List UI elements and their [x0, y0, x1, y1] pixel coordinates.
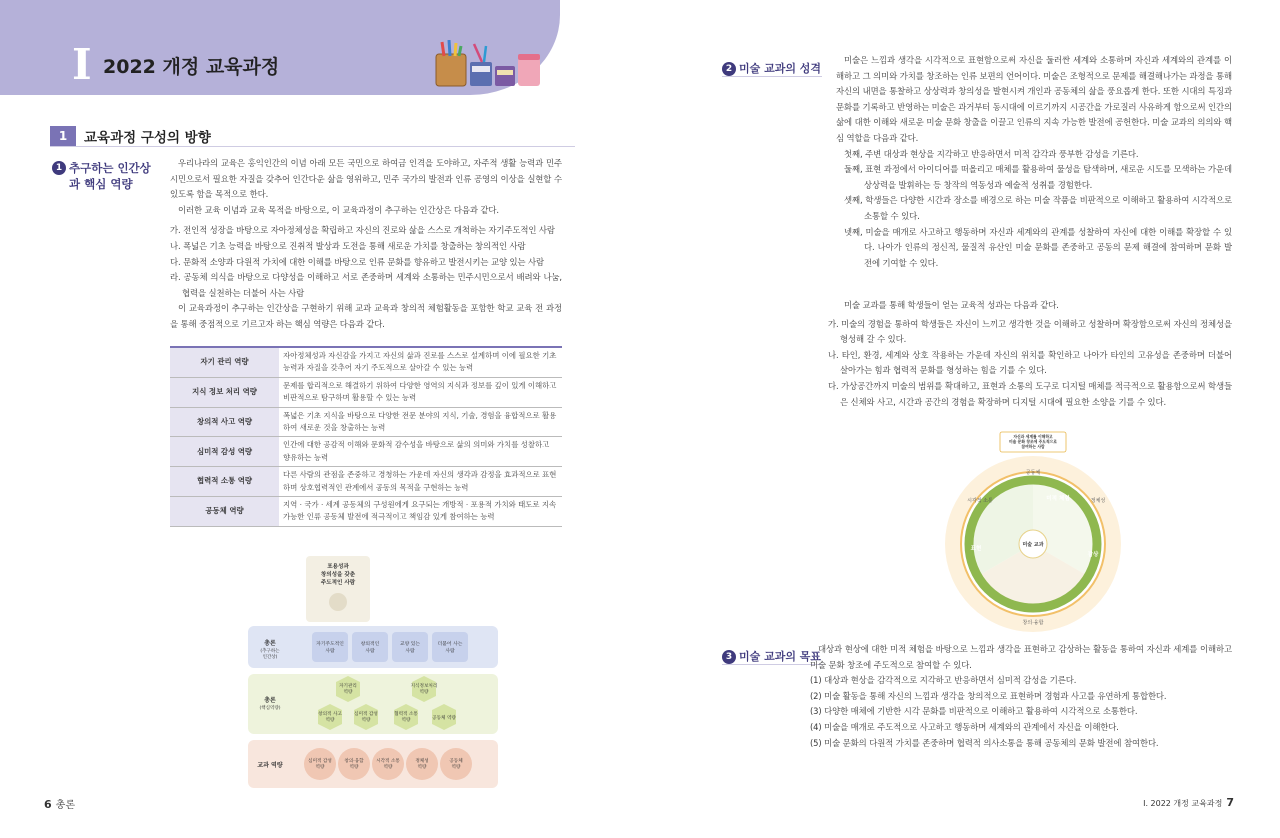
subject-competency	[304, 748, 336, 780]
wheel-ring-label: 공동체	[1025, 470, 1041, 476]
hex-line: 지식정보처리	[410, 684, 438, 689]
ideal-line: 사람	[325, 649, 335, 654]
hexagon-label: 공동체 역량	[432, 716, 456, 721]
subheading-1	[52, 160, 157, 192]
goal-item: (3) 다양한 매체에 기반한 시각 문화를 비판적으로 이해하고 활용하여 시각적으로 소통한다.	[810, 706, 1138, 717]
table-cell-desc: 문제를 합리적으로 해결하기 위하여 다양한 영역의 지식과 정보를 깊이 있게 이해하고 비판적으로 탐구하며 활용할 수 있는 능력	[279, 377, 562, 407]
wheel-top-line: 자신과 세계를 이해하고	[1013, 434, 1053, 439]
left-page-number: 6	[44, 798, 52, 811]
outcomes-list	[828, 317, 1232, 411]
art-subject-wheel-diagram	[928, 430, 1138, 635]
section-divider	[50, 146, 575, 147]
sc-line: 역량	[451, 765, 461, 770]
section-heading	[50, 126, 211, 146]
subject-competency	[338, 748, 370, 780]
right-footer-text: Ⅰ. 2022 개정 교육과정	[1143, 799, 1223, 808]
table-cell-desc: 다른 사람의 관점을 존중하고 경청하는 가운데 자신의 생각과 감정을 효과적으로 표현하며 상호협력적인 관계에서 공동의 목적을 구현하는 능력	[279, 467, 562, 497]
subheading-2	[722, 60, 821, 76]
role-item: 둘째, 표현 과정에서 아이디어를 떠올리고 매체를 활용하여 물성을 탐색하며, 새로운 시도를 모색하는 가운데 상상력을 발휘하는 등 창작의 역동성과 예술적 성취를 경험한다.	[844, 164, 1232, 190]
table-cell-name: 지식 정보 처리 역량	[170, 377, 279, 407]
ideal-line: 사람	[365, 649, 375, 654]
ideal-line: 자기주도적인	[316, 642, 344, 647]
goal-item: (4) 미술을 매개로 주도적으로 사고하고 행동하며 세계와의 관계에서 자신을 이해한다.	[810, 721, 1119, 732]
role-item: 셋째, 학생들은 다양한 시간과 장소를 배경으로 하는 미술 작품을 비판적으로 이해하고 활용하여 시각적으로 소통할 수 있다.	[844, 195, 1232, 221]
table-cell-name: 창의적 사고 역량	[170, 407, 279, 437]
ideal-item: 가. 전인적 성장을 바탕으로 자아정체성을 확립하고 자신의 진로와 삶을 스스로 개척하는 자기주도적인 사람	[170, 225, 555, 236]
table-cell-name: 협력적 소통 역량	[170, 467, 279, 497]
top-label-line: 주도적인 사람	[320, 580, 356, 586]
sc-line: 역량	[417, 765, 427, 770]
ideal-line: 더불어 사는	[437, 642, 463, 647]
subheading-underline	[722, 664, 822, 665]
goal-item: (2) 미술 활동을 통해 자신의 느낌과 생각을 창의적으로 표현하며 경험과 사고를 유연하게 통합한다.	[810, 690, 1167, 701]
ideal-item: 다. 문화적 소양과 다원적 가치에 대한 이해를 바탕으로 인류 문화를 향유하고 발전시키는 교양 있는 사람	[170, 256, 545, 267]
intro-paragraph: 우리나라의 교육은 홍익인간의 이념 아래 모든 국민으로 하여금 인격을 도야하고, 자주적 생활 능력과 민주시민으로서 필요한 자질을 갖추어 인간다운 삶을 영위하고, 민주 국가의 발전과 인류 공영의 이상을 실현할 수 있도록 함을 목적으로 한다.	[170, 158, 562, 200]
goal-item: (1) 대상과 현상을 감각적으로 지각하고 반응하면서 심미적 감성을 기른다.	[810, 675, 1077, 686]
section-title: 교육과정 구성의 방향	[84, 130, 211, 146]
left-footer-text: 총론	[55, 800, 75, 811]
subheading-number: 2	[722, 62, 736, 76]
row1-label-line: 총론	[264, 640, 276, 647]
table-row	[170, 437, 562, 467]
outcomes-body	[828, 298, 1232, 410]
table-cell-desc: 인간에 대한 공감적 이해와 문화적 감수성을 바탕으로 삶의 의미와 가치를 성찰하고 향유하는 능력	[279, 437, 562, 467]
subheading-title: 추구하는 인간상과 핵심 역량	[69, 161, 151, 191]
table-cell-desc: 자아정체성과 자신감을 가지고 자신의 삶과 진로를 스스로 설계하며 이에 필요한 기초 능력과 자질을 갖추어 자기 주도적으로 살아갈 수 있는 능력	[279, 347, 562, 377]
role-item: 첫째, 주변 대상과 현상을 지각하고 반응하면서 미적 감각과 풍부한 감성을 기른다.	[844, 148, 1139, 159]
hex-line: 심미적 감성	[354, 712, 378, 717]
table-cell-name: 공동체 역량	[170, 497, 279, 527]
chapter-title: 2022 개정 교육과정	[103, 56, 280, 78]
sc-line: 역량	[383, 765, 393, 770]
wheel-center-label: 미술 교과	[1022, 542, 1044, 548]
intro-paragraph-2: 이러한 교육 이념과 교육 목적을 바탕으로, 이 교육과정이 추구하는 인간상은 다음과 같다.	[178, 204, 499, 215]
row1-label-line: 인간상)	[262, 655, 278, 660]
sc-line: 심미적 감성	[308, 759, 332, 764]
sc-line: 정체성	[415, 759, 429, 764]
subject-competency	[372, 748, 404, 780]
ideal-line: 사람	[405, 649, 415, 654]
row3-circles	[304, 748, 472, 780]
roles-list	[836, 147, 1232, 272]
hex-line: 협력적 소통	[394, 712, 418, 717]
nature-paragraph: 미술은 느낌과 생각을 시각적으로 표현함으로써 자신을 둘러싼 세계와 소통하며 자신과 세계와의 관계를 이해하고 그 의미와 가치를 창조하는 인류 보편의 언어이다. 미술은 조형적으로 문제를 해결해나가는 과정을 통해 자신의 내면을 통찰하고 상상력과 창의성을 발현시켜 개인과 공동체의 삶을 풍요롭게 한다. 또한 시대의 특징과 문화를 기록하고 반영하는 미술은 과거부터 동시대에 이르기까지 시공간을 가로질러 사유하게 함으로써 인간의 삶에 대한 이해와 새로운 미술 문화 창출을 이끌고 인류의 지속 가능한 발전에 공헌한다. 미술 교과의 의의와 핵심 역할을 다음과 같다.	[836, 55, 1232, 143]
outcome-item: 나. 타인, 환경, 세계와 상호 작용하는 가운데 자신의 위치를 확인하고 나아가 타인의 고유성을 존중하며 더불어 살아가는 힘과 협력적 문화를 형성하는 힘을 기를 수 있다.	[828, 349, 1232, 376]
hex-line: 자기관리	[339, 684, 357, 689]
goals-list	[810, 673, 1232, 751]
sc-line: 역량	[315, 765, 325, 770]
top-label-line: 포용성과	[327, 564, 349, 570]
ideal-box	[312, 632, 348, 662]
hex-line: 역량	[343, 690, 353, 695]
table-row	[170, 377, 562, 407]
table-cell-desc: 폭넓은 기초 지식을 바탕으로 다양한 전문 분야의 지식, 기술, 경험을 융합적으로 활용하여 새로운 것을 창출하는 능력	[279, 407, 562, 437]
ideal-line: 교양 있는	[399, 642, 421, 647]
hex-line: 역량	[325, 718, 335, 723]
sc-line: 시각적 소통	[376, 759, 400, 764]
ideal-box	[432, 632, 468, 662]
goal-item: (5) 미술 문화의 다원적 가치를 존중하며 협력적 의사소통을 통해 공동체의 문화 발전에 참여한다.	[810, 737, 1159, 748]
wheel-top-line: 참여하는 사람	[1021, 444, 1045, 449]
subheading-title: 미술 교과의 목표	[739, 650, 822, 663]
wheel-top-line: 미술 문화 창조에 주도적으로	[1009, 439, 1057, 444]
subheading-title: 미술 교과의 성격	[739, 62, 822, 75]
right-page-number: 7	[1226, 796, 1234, 809]
left-body-text	[170, 156, 562, 333]
competency-structure-diagram	[248, 554, 498, 789]
core-competency-table	[170, 346, 562, 527]
table-cell-desc: 지역 · 국가 · 세계 공동체의 구성원에게 요구되는 개방적 · 포용적 가치와 태도로 지속 가능한 인류 공동체 발전에 적극적이고 책임감 있게 참여하는 능력	[279, 497, 562, 527]
row2-label-line: 총론	[264, 697, 276, 704]
wheel-segment-label: 감상	[1087, 552, 1099, 558]
chapter-numeral: I	[72, 40, 92, 89]
outcome-item: 다. 가상공간까지 미술의 범위를 확대하고, 표현과 소통의 도구로 디지털 매체를 적극적으로 활용함으로써 학생들은 신체와 사고, 시간과 공간의 경험을 확장하며 디지털 시대에 필요한 소양을 기를 수 있다.	[828, 380, 1232, 407]
ideal-item: 나. 폭넓은 기초 능력을 바탕으로 진취적 발상과 도전을 통해 새로운 가치를 창출하는 창의적인 사람	[170, 240, 526, 251]
table-cell-name: 심미적 감성 역량	[170, 437, 279, 467]
person-head-icon	[329, 593, 347, 611]
wheel-ring-label: 시각적 소통	[967, 498, 993, 504]
goals-body	[810, 642, 1232, 751]
outcomes-intro: 미술 교과를 통해 학생들이 얻는 교육적 성과는 다음과 같다.	[844, 300, 1059, 310]
section-number: 1	[50, 126, 76, 146]
hex-line: 역량	[419, 690, 429, 695]
outcome-item: 가. 미술의 경험을 통하여 학생들은 자신이 느끼고 생각한 것을 이해하고 성찰하며 확장함으로써 자신의 정체성을 형성해 갈 수 있다.	[828, 318, 1232, 345]
subheading-underline	[722, 76, 822, 77]
wheel-ring-label: 창의·융합	[1022, 620, 1044, 626]
nature-body	[836, 53, 1232, 271]
wheel-segment-label: 표현	[970, 546, 982, 552]
table-cell-name: 자기 관리 역량	[170, 347, 279, 377]
table-row	[170, 407, 562, 437]
wheel-ring-label: 정체성	[1090, 498, 1106, 504]
row2-label-line: (핵심역량)	[259, 706, 281, 711]
hex-line: 창의적 사고	[318, 712, 342, 717]
left-page-footer	[44, 796, 75, 811]
intro-paragraph-3: 이 교육과정이 추구하는 인간상을 구현하기 위해 교과 교육과 창의적 체험활동을 포함한 학교 교육 전 과정을 통해 중점적으로 기르고자 하는 핵심 역량은 다음과 같다.	[170, 303, 562, 329]
subject-competency	[406, 748, 438, 780]
ideal-box	[392, 632, 428, 662]
ideal-person-list	[170, 223, 562, 301]
table-row	[170, 347, 562, 377]
subheading-number: 1	[52, 161, 66, 175]
wheel-segment-label: 미적 체험	[1046, 496, 1070, 502]
ideal-line: 창의적인	[360, 642, 380, 647]
row3-label: 교과 역량	[257, 762, 283, 769]
subheading-3	[722, 648, 821, 664]
role-item: 넷째, 미술을 매개로 사고하고 행동하며 자신과 세계와의 관계를 성찰하여 자신에 대한 이해를 확장할 수 있다. 나아가 인류의 정신적, 물질적 유산인 미술 문화를 존중하고 공동의 문제 해결에 참여하며 문화 발전에 기여할 수 있다.	[844, 226, 1232, 268]
row1-label-line: (추구하는	[260, 649, 280, 654]
ideal-line: 사람	[445, 649, 455, 654]
sc-line: 역량	[349, 765, 359, 770]
ideal-item: 라. 공동체 의식을 바탕으로 다양성을 이해하고 서로 존중하며 세계와 소통하는 민주시민으로서 배려와 나눔, 협력을 실천하는 더불어 사는 사람	[170, 272, 562, 298]
top-label-line: 창의성을 갖춘	[320, 572, 356, 578]
table-row	[170, 497, 562, 527]
hex-line: 역량	[401, 718, 411, 723]
hex-line: 역량	[361, 718, 371, 723]
sc-line: 공동체	[449, 759, 463, 764]
table-row	[170, 467, 562, 497]
goal-intro: 대상과 현상에 대한 미적 체험을 바탕으로 느낌과 생각을 표현하고 감상하는 활동을 통하여 자신과 세계를 이해하고 미술 문화 창조에 주도적으로 참여할 수 있다.	[810, 644, 1232, 670]
sc-line: 창의·융합	[344, 759, 364, 764]
art-supplies-illustration	[434, 40, 544, 88]
subject-competency	[440, 748, 472, 780]
ideal-box	[352, 632, 388, 662]
right-page-footer	[1143, 796, 1234, 809]
subheading-number: 3	[722, 650, 736, 664]
